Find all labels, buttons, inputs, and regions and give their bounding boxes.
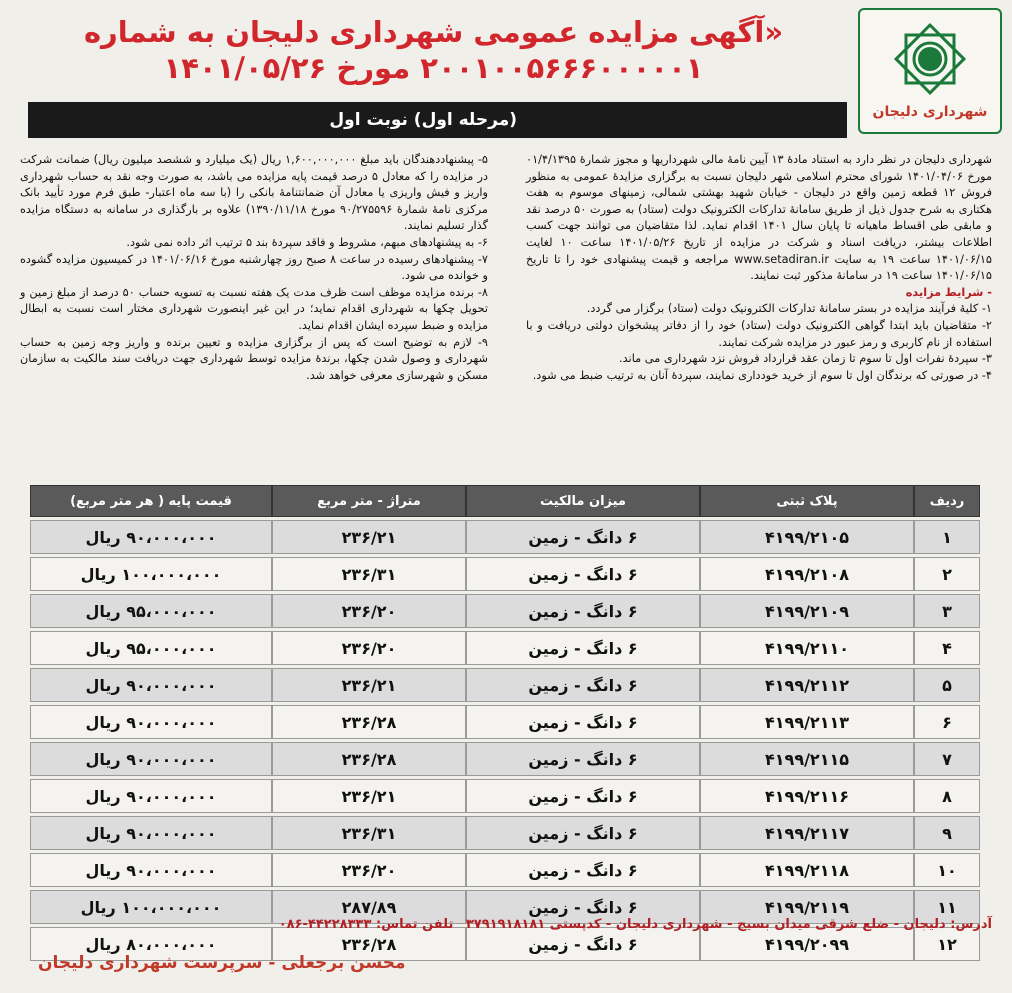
title-line-2: ۲۰۰۱۰۰۵۶۶۶۰۰۰۰۰۱ مورخ ۱۴۰۱/۰۵/۲۶ — [163, 51, 704, 85]
cell-row-number: ۱۰ — [914, 853, 980, 887]
cell-base-price: ۹۵،۰۰۰،۰۰۰ ریال — [30, 631, 272, 665]
cell-area: ۲۳۶/۳۱ — [272, 816, 466, 850]
table-body — [30, 520, 980, 961]
cell-area: ۲۳۶/۲۰ — [272, 594, 466, 628]
cell-plot: ۴۱۹۹/۲۰۹۹ — [700, 927, 914, 961]
cell-ownership: ۶ دانگ - زمین — [466, 927, 700, 961]
cell-area: ۲۳۶/۳۱ — [272, 557, 466, 591]
table-header-row — [30, 485, 980, 517]
notice-title — [20, 14, 847, 86]
seal-icon — [887, 16, 973, 102]
cell-area: ۲۳۶/۲۰ — [272, 631, 466, 665]
plots-table — [30, 482, 980, 964]
cell-plot: ۴۱۹۹/۲۱۱۰ — [700, 631, 914, 665]
condition-8: ۸- برنده مزایده موظف است ظرف مدت یک هفته نسبت به تسویه حساب ۵۰ درصد از مبلغ زمین و تحویل چکها به شهرداری اقدام نماید؛ در این غیر اینصورت شهرداری مختار است نسبت به ابطال مزایده و ضبط سپرده ایشان اقدام نماید. — [20, 285, 488, 332]
cell-base-price: ۹۵،۰۰۰،۰۰۰ ریال — [30, 594, 272, 628]
conditions-heading: - شرایط مزایده — [905, 285, 992, 299]
header-ownership: میزان مالکیت — [466, 485, 700, 517]
cell-row-number: ۶ — [914, 705, 980, 739]
cell-area: ۲۳۶/۲۸ — [272, 705, 466, 739]
cell-ownership: ۶ دانگ - زمین — [466, 668, 700, 702]
header-area: متراژ - متر مربع — [272, 485, 466, 517]
cell-plot: ۴۱۹۹/۲۱۱۳ — [700, 705, 914, 739]
table-row — [30, 594, 980, 628]
municipality-logo — [858, 8, 1002, 134]
cell-area: ۲۳۶/۲۱ — [272, 520, 466, 554]
cell-area: ۲۳۶/۲۸ — [272, 742, 466, 776]
cell-plot: ۴۱۹۹/۲۱۱۹ — [700, 890, 914, 924]
cell-plot: ۴۱۹۹/۲۱۱۲ — [700, 668, 914, 702]
cell-base-price: ۹۰،۰۰۰،۰۰۰ ریال — [30, 668, 272, 702]
cell-row-number: ۲ — [914, 557, 980, 591]
header-plot: پلاک ثبتی — [700, 485, 914, 517]
address-line — [20, 917, 992, 932]
intro-paragraph: شهرداری دلیجان در نظر دارد به استناد مادهٔ ۱۳ آیین نامهٔ مالی شهرداریها و مجوز شمارهٔ ۰۱/۴/۱۳۹۵ مورخ ۱۴۰۱/۰۴/۰۶ شورای محترم اسلامی شهر دلیجان نسبت به برگزاری مزایدهٔ عمومی به منظور فروش ۱۲ قطعه زمین واقع در دلیجان - خیابان شهید بهشتی شمالی، زمینهای موسوم به هفت هکتاری به شرح جدول ذیل از طریق سامانهٔ تدارکات الکترونیک دولت (ستاد) به صورت ۵۰ درصد نقد و مابقی طی اقساط ماهیانه تا پایان سال ۱۴۰۱ اقدام نماید. لذا متقاضیان می توانند جهت کسب اطلاعات بیشتر، دریافت اسناد و شرکت در مزایده از تاریخ ۱۴۰۱/۰۵/۲۶ ساعت ۱۰ لغایت ۱۴۰۱/۰۶/۱۵ ساعت ۱۹ به سایت www.setadiran.ir مراجعه و قیمت پیشنهادی خود را تا تاریخ ۱۴۰۱/۰۶/۱۵ ساعت ۱۹ در سامانهٔ مذکور ثبت نمایند. — [526, 153, 992, 283]
table-row — [30, 705, 980, 739]
cell-ownership: ۶ دانگ - زمین — [466, 594, 700, 628]
cell-plot: ۴۱۹۹/۲۱۰۸ — [700, 557, 914, 591]
phone-text: تلفن تماس: ۴۴۲۲۸۳۳۳-۰۸۶ — [278, 917, 454, 932]
header-row-number: ردیف — [914, 485, 980, 517]
cell-plot: ۴۱۹۹/۲۱۱۸ — [700, 853, 914, 887]
cell-base-price: ۱۰۰،۰۰۰،۰۰۰ ریال — [30, 557, 272, 591]
address-text: آدرس: دلیجان - ضلع شرقی میدان بسیج - شهرداری دلیجان - کدپستی ۳۷۹۱۹۱۸۱۸۱ — [465, 917, 992, 932]
table-row — [30, 779, 980, 813]
cell-row-number: ۴ — [914, 631, 980, 665]
condition-4: ۴- در صورتی که برندگان اول تا سوم از خرید خودداری نمایند، سپردهٔ آنان به ترتیب ضبط می شود. — [532, 368, 992, 382]
condition-7: ۷- پیشنهادهای رسیده در ساعت ۸ صبح روز چهارشنبه مورخ ۱۴۰۱/۰۶/۱۶ در کمیسیون مزایده گشوده و خوانده می شود. — [20, 252, 488, 283]
table-row — [30, 520, 980, 554]
cell-base-price: ۹۰،۰۰۰،۰۰۰ ریال — [30, 705, 272, 739]
cell-base-price: ۹۰،۰۰۰،۰۰۰ ریال — [30, 779, 272, 813]
cell-plot: ۴۱۹۹/۲۱۱۶ — [700, 779, 914, 813]
cell-row-number: ۱ — [914, 520, 980, 554]
cell-ownership: ۶ دانگ - زمین — [466, 816, 700, 850]
condition-2: ۲- متقاضیان باید ابتدا گواهی الکترونیک دولت (ستاد) خود را از دفاتر پیشخوان دولتی دریافت و با استفاده از نام کاربری و رمز عبور در مزایده شرکت نمایند. — [526, 318, 992, 349]
cell-row-number: ۷ — [914, 742, 980, 776]
condition-9: ۹- لازم به توضیح است که پس از برگزاری مزایده و تعیین برنده و واریز وجه زمین به حساب شهرداری و وصول شدن چکها، برندهٔ مزایده توسط شهرداری جهت دریافت سند مالکیت به سازمان مسکن و شهرسازی معرفی خواهد شد. — [20, 335, 488, 382]
cell-plot: ۴۱۹۹/۲۱۱۷ — [700, 816, 914, 850]
cell-area: ۲۳۶/۲۱ — [272, 668, 466, 702]
cell-area: ۲۸۷/۸۹ — [272, 890, 466, 924]
cell-area: ۲۳۶/۲۸ — [272, 927, 466, 961]
condition-5: ۵- پیشنهاددهندگان باید مبلغ ۱,۶۰۰,۰۰۰,۰۰۰ ریال (یک میلیارد و ششصد میلیون ریال) ضمانت شرکت در مزایده را که معادل ۵ درصد قیمت پایه مزایده می باشد، به صورت وجه نقد به حساب شهرداری واریز و فیش واریزی یا معادل آن ضمانتنامهٔ بانکی را (با سه ماه اعتبار- طبق فرم مورد تأیید بانک مرکزی نامهٔ شمارهٔ ۹۰/۲۷۵۵۹۶ مورخ ۱۳۹۰/۱۱/۱۸) علاوه بر بارگذاری در سامانه به دستگاه مزایده گذار تسلیم نمایند. — [20, 153, 488, 233]
cell-ownership: ۶ دانگ - زمین — [466, 705, 700, 739]
cell-base-price: ۹۰،۰۰۰،۰۰۰ ریال — [30, 520, 272, 554]
cell-base-price: ۹۰،۰۰۰،۰۰۰ ریال — [30, 816, 272, 850]
right-column — [526, 152, 992, 384]
cell-plot: ۴۱۹۹/۲۱۱۵ — [700, 742, 914, 776]
condition-6: ۶- به پیشنهادهای مبهم، مشروط و فاقد سپردهٔ بند ۵ ترتیب اثر داده نمی شود. — [126, 235, 488, 249]
cell-ownership: ۶ دانگ - زمین — [466, 520, 700, 554]
table-row — [30, 557, 980, 591]
condition-3: ۳- سپردهٔ نفرات اول تا سوم تا زمان عقد قرارداد فروش نزد شهرداری می ماند. — [619, 352, 992, 366]
cell-area: ۲۳۶/۲۱ — [272, 779, 466, 813]
cell-base-price: ۸۰،۰۰۰،۰۰۰ ریال — [30, 927, 272, 961]
cell-row-number: ۱۱ — [914, 890, 980, 924]
cell-base-price: ۹۰،۰۰۰،۰۰۰ ریال — [30, 742, 272, 776]
cell-ownership: ۶ دانگ - زمین — [466, 853, 700, 887]
cell-plot: ۴۱۹۹/۲۱۰۵ — [700, 520, 914, 554]
cell-ownership: ۶ دانگ - زمین — [466, 779, 700, 813]
title-line-1: «آگهی مزایده عمومی شهرداری دلیجان به شماره — [83, 15, 784, 49]
cell-row-number: ۵ — [914, 668, 980, 702]
logo-caption: شهرداری دلیجان — [872, 104, 988, 120]
cell-ownership: ۶ دانگ - زمین — [466, 890, 700, 924]
cell-row-number: ۸ — [914, 779, 980, 813]
cell-ownership: ۶ دانگ - زمین — [466, 742, 700, 776]
condition-1: ۱- کلیهٔ فرآیند مزایده در بستر سامانهٔ تدارکات الکترونیک دولت (ستاد) برگزار می گردد. — [586, 302, 992, 316]
cell-ownership: ۶ دانگ - زمین — [466, 631, 700, 665]
cell-ownership: ۶ دانگ - زمین — [466, 557, 700, 591]
signature: محسن برجعلی - سرپرست شهرداری دلیجان — [38, 953, 406, 973]
table-row — [30, 631, 980, 665]
cell-row-number: ۹ — [914, 816, 980, 850]
table-row — [30, 853, 980, 887]
table-row — [30, 816, 980, 850]
left-column — [20, 152, 488, 384]
cell-row-number: ۱۲ — [914, 927, 980, 961]
cell-area: ۲۳۶/۲۰ — [272, 853, 466, 887]
cell-row-number: ۳ — [914, 594, 980, 628]
header-base-price: قیمت پایه ( هر متر مربع) — [30, 485, 272, 517]
cell-base-price: ۱۰۰،۰۰۰،۰۰۰ ریال — [30, 890, 272, 924]
table-row — [30, 742, 980, 776]
table-row — [30, 668, 980, 702]
stage-banner: (مرحله اول) نوبت اول — [28, 102, 847, 138]
cell-plot: ۴۱۹۹/۲۱۰۹ — [700, 594, 914, 628]
cell-base-price: ۹۰،۰۰۰،۰۰۰ ریال — [30, 853, 272, 887]
